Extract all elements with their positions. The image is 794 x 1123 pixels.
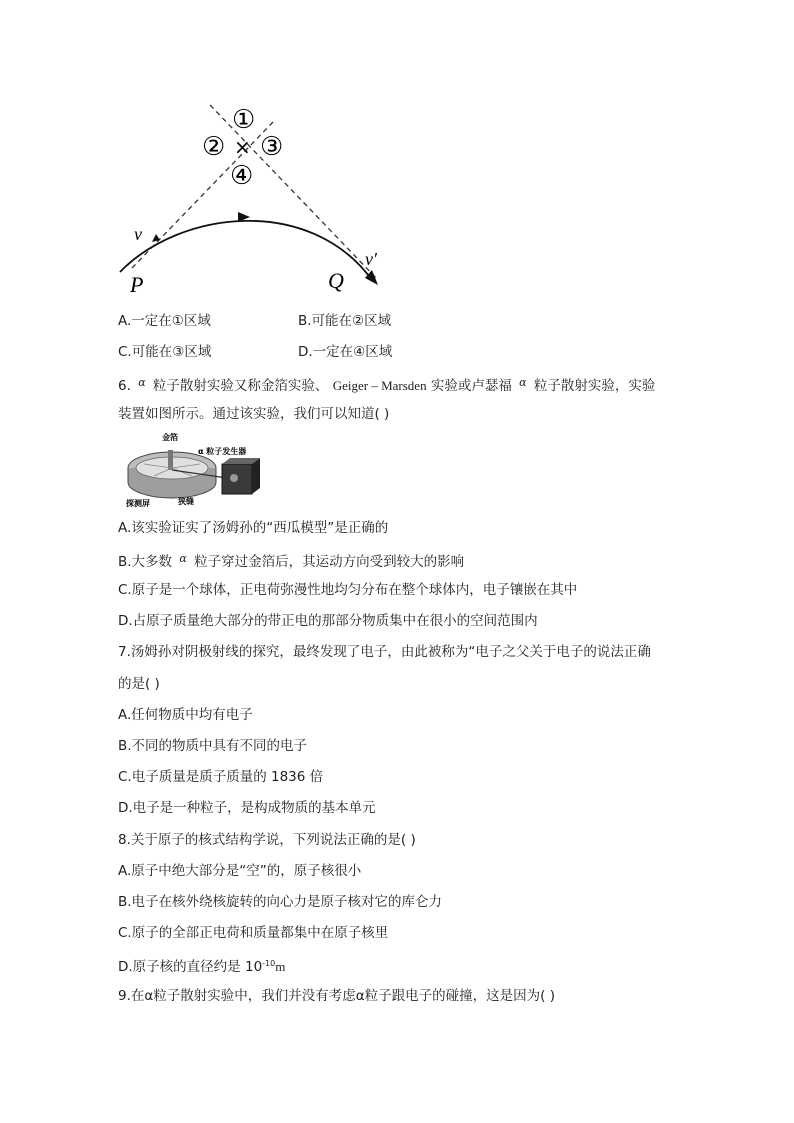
q6-number: 6. bbox=[118, 378, 131, 394]
velocity-label: v bbox=[134, 224, 142, 244]
q6-option-d: D.占原子质量绝大部分的带正电的那部分物质集中在很小的空间范围内 bbox=[118, 613, 538, 629]
alpha-symbol: α bbox=[138, 376, 146, 389]
q6-stem-text-1: 粒子散射实验又称金箔实验、 bbox=[152, 378, 329, 394]
q6-stem-line2: 装置如图所示。通过该实验，我们可以知道( ) bbox=[118, 406, 390, 422]
q6-option-a: A.该实验证实了汤姆孙的“西瓜模型”是正确的 bbox=[118, 520, 389, 536]
q6-stem-text-3: 粒子散射实验，实验 bbox=[533, 378, 656, 394]
q5-option-c: C.可能在③区域 bbox=[118, 344, 212, 360]
point-q-label: Q bbox=[328, 268, 344, 293]
q9-stem: 9.在α粒子散射实验中，我们并没有考虑α粒子跟电子的碰撞，这是因为( ) bbox=[118, 988, 556, 1004]
foil-label: 金箔 bbox=[162, 433, 178, 442]
region-3-label: ③ bbox=[260, 132, 284, 162]
q6-option-b-text-2: 粒子穿过金箔后，其运动方向受到较大的影响 bbox=[194, 554, 465, 570]
q5-option-a: A.一定在①区域 bbox=[118, 313, 211, 329]
q7-option-b: B.不同的物质中具有不同的电子 bbox=[118, 738, 308, 754]
q8-stem: 8.关于原子的核式结构学说，下列说法正确的是( ) bbox=[118, 832, 416, 848]
alpha-symbol: α bbox=[519, 376, 527, 389]
q5-option-b: B.可能在②区域 bbox=[298, 313, 392, 329]
region-1-label: ① bbox=[232, 105, 256, 135]
q6-option-b bbox=[118, 549, 464, 572]
q8-option-a: A.原子中绝大部分是“空”的，原子核很小 bbox=[118, 863, 362, 879]
slit-label: 狭缝 bbox=[178, 497, 194, 506]
q6-option-c: C.原子是一个球体，正电荷弥漫性地均匀分布在整个球体内，电子镶嵌在其中 bbox=[118, 582, 578, 598]
velocity-prime-label: v′ bbox=[365, 249, 377, 269]
q8-option-d-unit: m bbox=[275, 959, 286, 974]
q5-option-d: D.一定在④区域 bbox=[298, 344, 393, 360]
q8-option-d-text: D.原子核的直径约是 10 bbox=[118, 959, 263, 975]
cross-mark: × bbox=[234, 135, 251, 159]
q8-option-c: C.原子的全部正电荷和质量都集中在原子核里 bbox=[118, 925, 389, 941]
region-4-label: ④ bbox=[230, 161, 254, 191]
region-2-label: ② bbox=[202, 132, 226, 162]
alpha-symbol: α bbox=[179, 552, 187, 565]
q6-stem-line1 bbox=[118, 373, 655, 396]
source-label: α 粒子发生器 bbox=[198, 447, 247, 456]
q7-stem-line2: 的是( ) bbox=[118, 676, 160, 692]
q8-option-d-exponent: -10 bbox=[262, 959, 276, 968]
q8-option-b: B.电子在核外绕核旋转的向心力是原子核对它的库仑力 bbox=[118, 894, 443, 910]
point-p-label: P bbox=[130, 272, 144, 297]
q6-stem-latin: Geiger – Marsden bbox=[332, 378, 427, 393]
apparatus-figure bbox=[122, 430, 262, 510]
q6-stem-text-2: 实验或卢瑟福 bbox=[430, 378, 512, 394]
q8-option-d bbox=[118, 954, 285, 977]
trajectory-figure bbox=[110, 100, 410, 300]
q6-option-b-text-1: B.大多数 bbox=[118, 554, 173, 570]
q7-option-d: D.电子是一种粒子，是构成物质的基本单元 bbox=[118, 800, 376, 816]
q7-stem-line1: 7.汤姆孙对阴极射线的探究，最终发现了电子，由此被称为“电子之父关于电子的说法正确 bbox=[118, 644, 651, 660]
q7-option-a: A.任何物质中均有电子 bbox=[118, 707, 253, 723]
screen-label: 探测屏 bbox=[126, 499, 150, 508]
q7-option-c: C.电子质量是质子质量的 1836 倍 bbox=[118, 769, 324, 785]
